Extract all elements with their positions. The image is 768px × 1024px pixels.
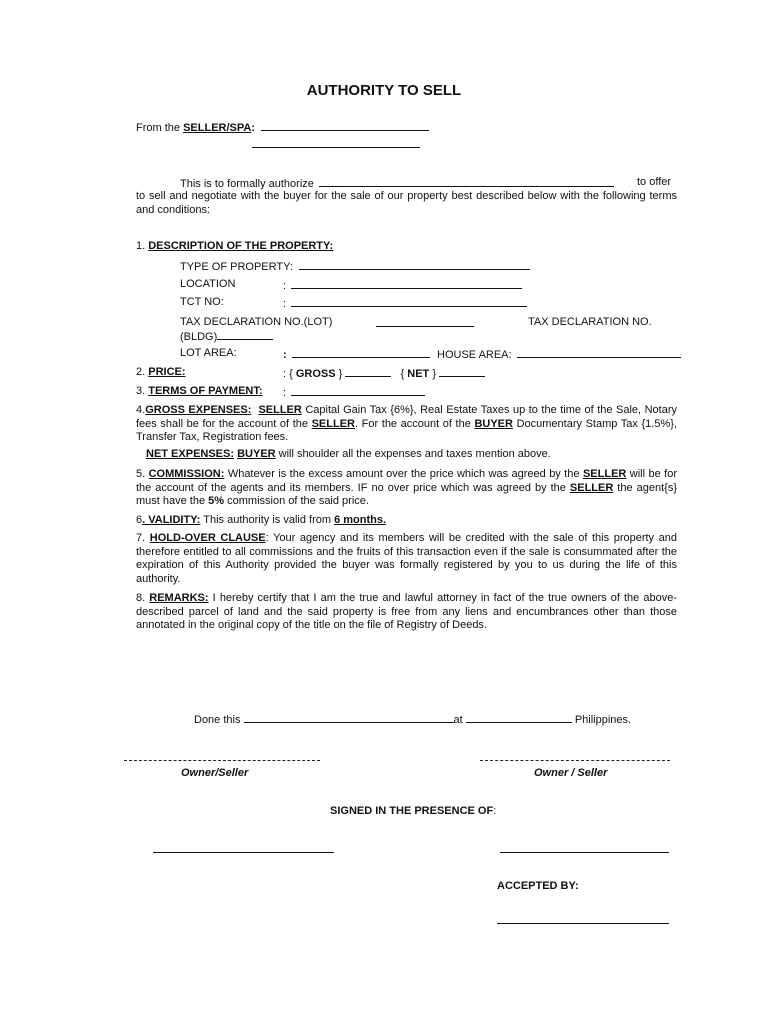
commission-percent: 5%: [208, 495, 225, 508]
intro-after: to offer: [637, 176, 672, 188]
gross-expenses-label: GROSS EXPENSES:: [145, 404, 252, 416]
seller-spa-colon: :: [251, 122, 256, 134]
price-row: : { GROSS } { NET }: [283, 366, 485, 380]
section-8-paragraph: 8. REMARKS: I hereby certify that I am the true and lawful attorney in fact of the true owners of the above-described parcel of land and the said property is free from any liens and encumbrances other than those annotated in the original copy of the title on the file of Registry of Deeds.: [136, 592, 677, 632]
done-place-blank: [466, 712, 572, 723]
net-blank: [439, 366, 485, 377]
intro-lead: This is to formally authorize: [180, 178, 314, 190]
owner-seller-left-label: Owner/Seller: [181, 767, 249, 779]
terms-of-payment-label: TERMS OF PAYMENT:: [148, 385, 263, 397]
hold-over-label: HOLD-OVER CLAUSE: [149, 532, 266, 544]
owner-seller-right-label: Owner / Seller: [534, 767, 608, 779]
validity-period: 6 months.: [334, 514, 387, 526]
lot-area-blank: [292, 347, 430, 358]
gross-blank: [345, 366, 391, 377]
tct-blank: [291, 296, 527, 307]
seller-ref-2: SELLER: [311, 417, 355, 430]
section-1-title: DESCRIPTION OF THE PROPERTY:: [148, 240, 334, 252]
bldg-label: (BLDG): [180, 331, 218, 343]
accepted-by-signature-line: [497, 923, 669, 924]
seller-ref: SELLER: [258, 404, 302, 416]
from-seller-row: [136, 120, 429, 134]
location-row: [283, 278, 522, 292]
type-colon: :: [289, 261, 293, 273]
net-expenses-row: NET EXPENSES: BUYER will shoulder all the expenses and taxes mention above.: [146, 448, 551, 460]
section-3-heading: [136, 385, 263, 397]
house-area-label: HOUSE AREA: [437, 349, 509, 361]
accepted-by-label: ACCEPTED BY:: [497, 880, 579, 892]
location-colon: :: [283, 280, 287, 292]
signed-presence-heading: SIGNED IN THE PRESENCE OF:: [330, 805, 497, 817]
commission-label: COMMISSION:: [148, 468, 225, 480]
net-buyer-ref: BUYER: [237, 448, 276, 460]
tct-label: TCT NO:: [180, 296, 224, 308]
location-label: LOCATION: [180, 278, 236, 290]
house-area-row: [437, 347, 681, 361]
lot-area-colon: :: [283, 349, 287, 361]
section-6-row: 6. VALIDITY: This authority is valid from 6 months.: [136, 514, 387, 526]
section-2-heading: [136, 366, 186, 378]
validity-label: . VALIDITY:: [142, 514, 201, 526]
tax-bldg-label: TAX DECLARATION NO.: [528, 316, 652, 328]
section-7-paragraph: 7. HOLD-OVER CLAUSE: Your agency and its members will be credited with the sale of this property and therefore entitled to all commissions and the fruits of this transaction even if the sale is consummated after the expiration of this Authority provided the buyer was formally registered by you to us during the life of this authority.: [136, 532, 678, 585]
lot-area-row: [283, 347, 430, 361]
location-blank: [291, 278, 522, 289]
done-row: Done this at Philippines.: [194, 714, 632, 726]
section-1-heading: [136, 240, 333, 252]
house-area-colon: :: [508, 349, 512, 361]
tax-lot-label: TAX DECLARATION NO.(LOT): [180, 316, 333, 328]
seller-name-blank-2: [252, 137, 420, 151]
tax-lot-blank: [376, 316, 474, 330]
remarks-label: REMARKS:: [149, 592, 209, 604]
terms-blank: [291, 385, 425, 396]
type-of-property-blank: [299, 259, 530, 270]
witness-signature-line-right: [500, 852, 669, 853]
price-label: PRICE:: [148, 366, 186, 378]
house-area-blank: [517, 347, 681, 358]
type-of-property-label: TYPE OF PROPERTY: [180, 261, 290, 273]
section-2-num: 2.: [136, 366, 149, 378]
owner-signature-line-right: [480, 760, 670, 761]
buyer-ref: BUYER: [474, 417, 513, 430]
section-1-num: 1.: [136, 240, 149, 252]
net-label: NET: [407, 368, 430, 380]
agent-name-blank: [319, 176, 614, 187]
section-5-paragraph: 5. COMMISSION: Whatever is the excess amount over the price which was agreed by the SELLER will be for the account of the agents and its members. IF no over price which was agreed by the SELLER the agent{s} must have the 5% commission of the said price.: [136, 468, 677, 508]
gross-label: GROSS: [295, 368, 336, 380]
tct-colon: :: [283, 298, 287, 310]
net-expenses-label: NET EXPENSES:: [146, 448, 235, 460]
intro-text: to sell and negotiate with the buyer for the sale of our property best described below with the following terms and conditions:: [136, 190, 677, 216]
document-title: AUTHORITY TO SELL: [306, 82, 462, 99]
seller-name-blank: [261, 120, 429, 131]
terms-row: :: [283, 385, 425, 399]
type-of-property-row: [180, 259, 530, 273]
seller-spa-label: SELLER/SPA: [183, 122, 252, 134]
tax-bldg-blank: [217, 329, 273, 340]
owner-signature-line-left: [124, 760, 320, 761]
done-date-blank: [244, 712, 454, 723]
lot-area-label: LOT AREA:: [180, 347, 237, 359]
section-4-paragraph: 4.GROSS EXPENSES: SELLER Capital Gain Tax {6%}, Real Estate Taxes up to the time of the Sale, Notary fees shall be for the account of the SELLER. For the account of the BUYER Documentary Stamp Tax {1.5%}, Transfer Tax, Registration fees.: [136, 404, 677, 444]
tct-row: [283, 296, 527, 310]
section-3-num: 3.: [136, 385, 149, 397]
bldg-row: [180, 329, 273, 343]
intro-lead-row: [180, 176, 614, 190]
witness-signature-line-left: [153, 852, 334, 853]
from-prefix: From the: [136, 122, 184, 134]
